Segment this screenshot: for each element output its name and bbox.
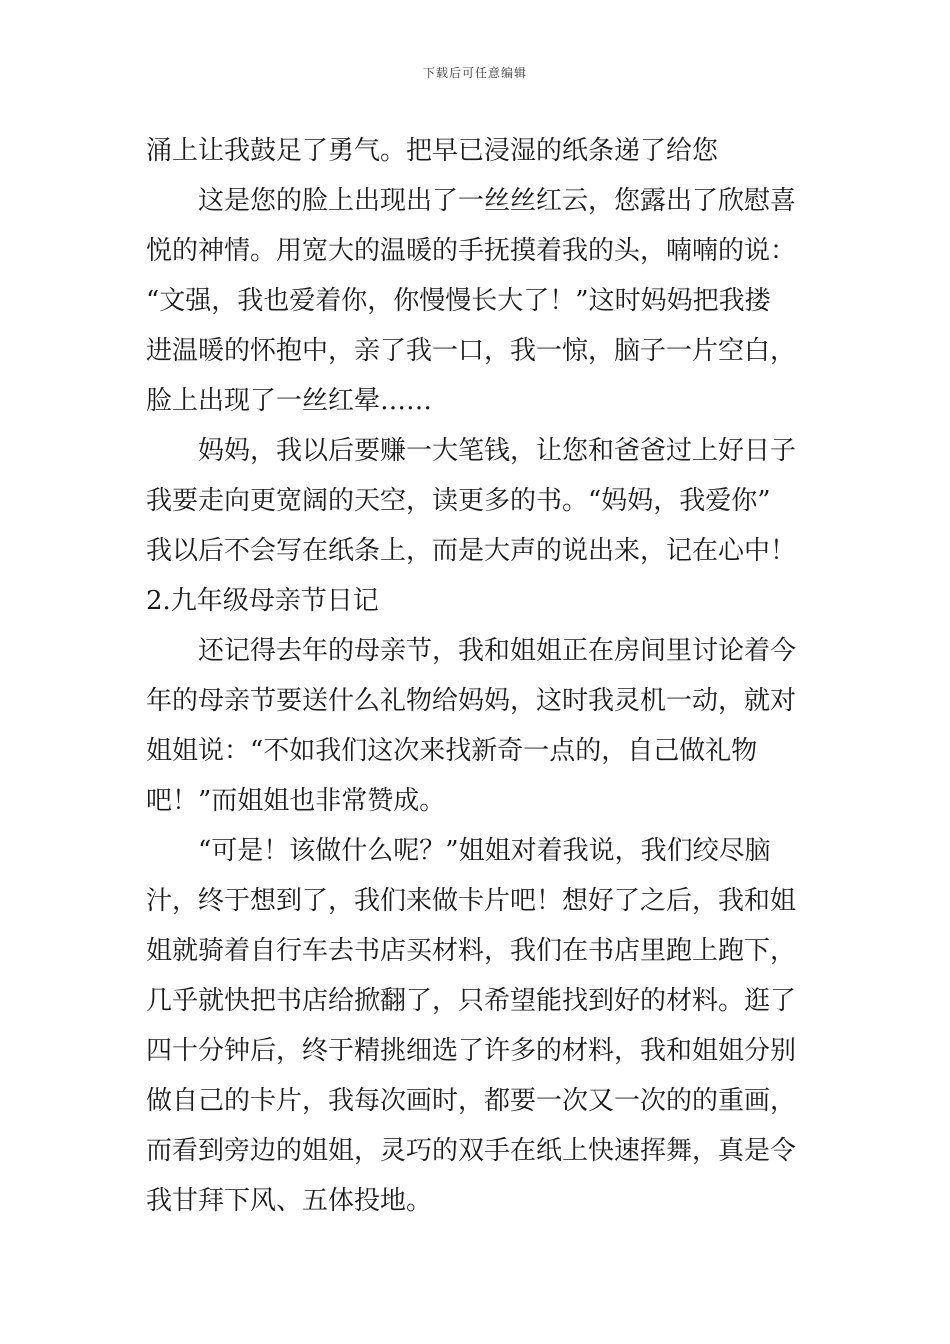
- text-line: 四十分钟后，终于精挑细选了许多的材料，我和姐姐分别: [146, 1036, 797, 1066]
- text-line: 做自己的卡片，我每次画时，都要一次又一次的的重画，: [146, 1086, 797, 1116]
- text-line: 妈妈，我以后要赚一大笔钱，让您和爸爸过上好日子: [198, 436, 797, 466]
- text-line: 脸上出现了一丝红晕……: [146, 386, 433, 416]
- text-line: 几乎就快把书店给掀翻了，只希望能找到好的材料。逛了: [146, 986, 797, 1016]
- text-line: 汁，终于想到了，我们来做卡片吧！想好了之后，我和姐: [146, 886, 797, 916]
- text-line: 我要走向更宽阔的天空，读更多的书。“妈妈，我爱你”: [146, 486, 771, 516]
- text-line: 这是您的脸上出现出了一丝丝红云，您露出了欣慰喜: [198, 186, 797, 216]
- text-line: 年的母亲节要送什么礼物给妈妈，这时我灵机一动，就对: [146, 686, 797, 716]
- text-line: 悦的神情。用宽大的温暖的手抚摸着我的头，喃喃的说：: [146, 236, 797, 266]
- document-body: [146, 126, 808, 1226]
- text-line: 我甘拜下风、五体投地。: [146, 1186, 433, 1216]
- text-line: 还记得去年的母亲节，我和姐姐正在房间里讨论着今: [198, 636, 797, 666]
- text-line: 姐就骑着自行车去书店买材料，我们在书店里跑上跑下，: [146, 936, 797, 966]
- text-line: 涌上让我鼓足了勇气。把早已浸湿的纸条递了给您: [146, 136, 719, 166]
- text-line: 进温暖的怀抱中，亲了我一口，我一惊，脑子一片空白，: [146, 336, 797, 366]
- page-header: 下载后可任意编辑: [422, 66, 527, 80]
- text-line: 而看到旁边的姐姐，灵巧的双手在纸上快速挥舞，真是令: [146, 1136, 797, 1166]
- text-line: 我以后不会写在纸条上，而是大声的说出来，记在心中！: [146, 536, 797, 566]
- text-line: “可是！该做什么呢？”姐姐对着我说，我们绞尽脑: [198, 836, 771, 866]
- text-line: 吧！”而姐姐也非常赞成。: [146, 786, 446, 816]
- section-heading: 2.九年级母亲节日记: [146, 586, 379, 616]
- text-line: “文强，我也爱着你，你慢慢长大了！”这时妈妈把我搂: [146, 286, 771, 316]
- text-line: 姐姐说：“不如我们这次来找新奇一点的，自己做礼物: [146, 736, 758, 766]
